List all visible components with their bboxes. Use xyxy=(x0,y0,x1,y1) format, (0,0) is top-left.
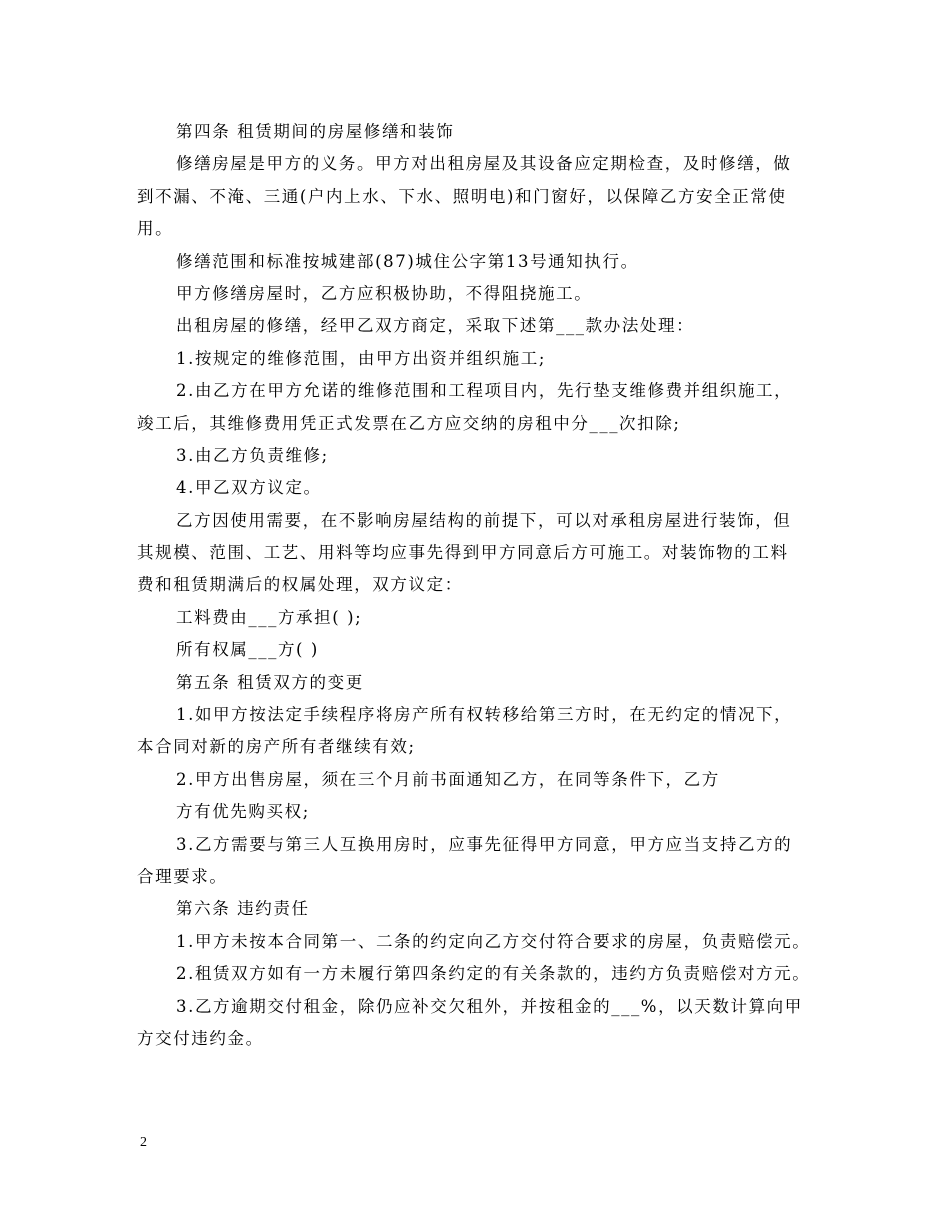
list-item: 2.甲方出售房屋，须在三个月前书面通知乙方，在同等条件下，乙方 xyxy=(176,769,720,789)
list-item: 1.如甲方按法定手续程序将房产所有权转移给第三方时，在无约定的情况下， xyxy=(176,705,793,725)
list-item-continuation: 合理要求。 xyxy=(137,866,228,886)
list-item: 3.乙方逾期交付租金，除仍应补交欠租外，并按租金的___%，以天数计算向甲 xyxy=(176,996,803,1016)
article-heading: 第四条 租赁期间的房屋修缮和装饰 xyxy=(176,122,455,141)
paragraph-line: 费和租赁期满后的权属处理，双方议定： xyxy=(137,575,463,595)
paragraph-line: 所有权属___方( ) xyxy=(176,640,319,660)
paragraph-line: 用。 xyxy=(137,219,174,239)
list-item: 2.租赁双方如有一方未履行第四条约定的有关条款的，违约方负责赔偿对方元。 xyxy=(176,964,811,984)
paragraph-line: 甲方修缮房屋时，乙方应积极协助，不得阻挠施工。 xyxy=(176,283,593,303)
paragraph-line: 乙方因使用需要，在不影响房屋结构的前提下，可以对承租房屋进行装饰，但 xyxy=(176,510,792,530)
list-item-continuation: 本合同对新的房产所有者继续有效; xyxy=(137,737,416,757)
list-item: 3.由乙方负责维修; xyxy=(176,445,329,465)
document-body xyxy=(137,116,827,1055)
paragraph-line: 到不漏、不淹、三通(户内上水、下水、照明电)和门窗好，以保障乙方安全正常使 xyxy=(137,186,787,206)
article-heading: 第六条 违约责任 xyxy=(176,899,310,919)
list-item: 2.由乙方在甲方允诺的维修范围和工程项目内，先行垫支维修费并组织施工， xyxy=(176,381,793,401)
list-item-continuation: 方交付违约金。 xyxy=(137,1028,264,1048)
list-item-continuation: 方有优先购买权; xyxy=(176,802,310,822)
paragraph-line: 其规模、范围、工艺、用料等均应事先得到甲方同意后方可施工。对装饰物的工料 xyxy=(137,543,789,563)
list-item: 4.甲乙双方议定。 xyxy=(176,478,322,498)
list-item: 1.按规定的维修范围，由甲方出资并组织施工; xyxy=(176,348,547,368)
list-item-continuation: 竣工后，其维修费用凭正式发票在乙方应交纳的房租中分___次扣除; xyxy=(137,413,681,433)
page-number: 2 xyxy=(140,1135,147,1150)
article-heading: 第五条 租赁双方的变更 xyxy=(176,672,364,692)
paragraph-line: 工料费由___方承担( ); xyxy=(176,607,363,627)
list-item: 3.乙方需要与第三人互换用房时，应事先征得甲方同意，甲方应当支持乙方的 xyxy=(176,834,793,854)
paragraph-line: 修缮房屋是甲方的义务。甲方对出租房屋及其设备应定期检查，及时修缮，做 xyxy=(176,154,792,174)
list-item: 1.甲方未按本合同第一、二条的约定向乙方交付符合要求的房屋，负责赔偿元。 xyxy=(176,931,811,951)
paragraph-line: 修缮范围和标准按城建部(87)城住公字第13号通知执行。 xyxy=(176,251,639,271)
paragraph-line: 出租房屋的修缮，经甲乙双方商定，采取下述第___款办法处理： xyxy=(176,316,695,336)
